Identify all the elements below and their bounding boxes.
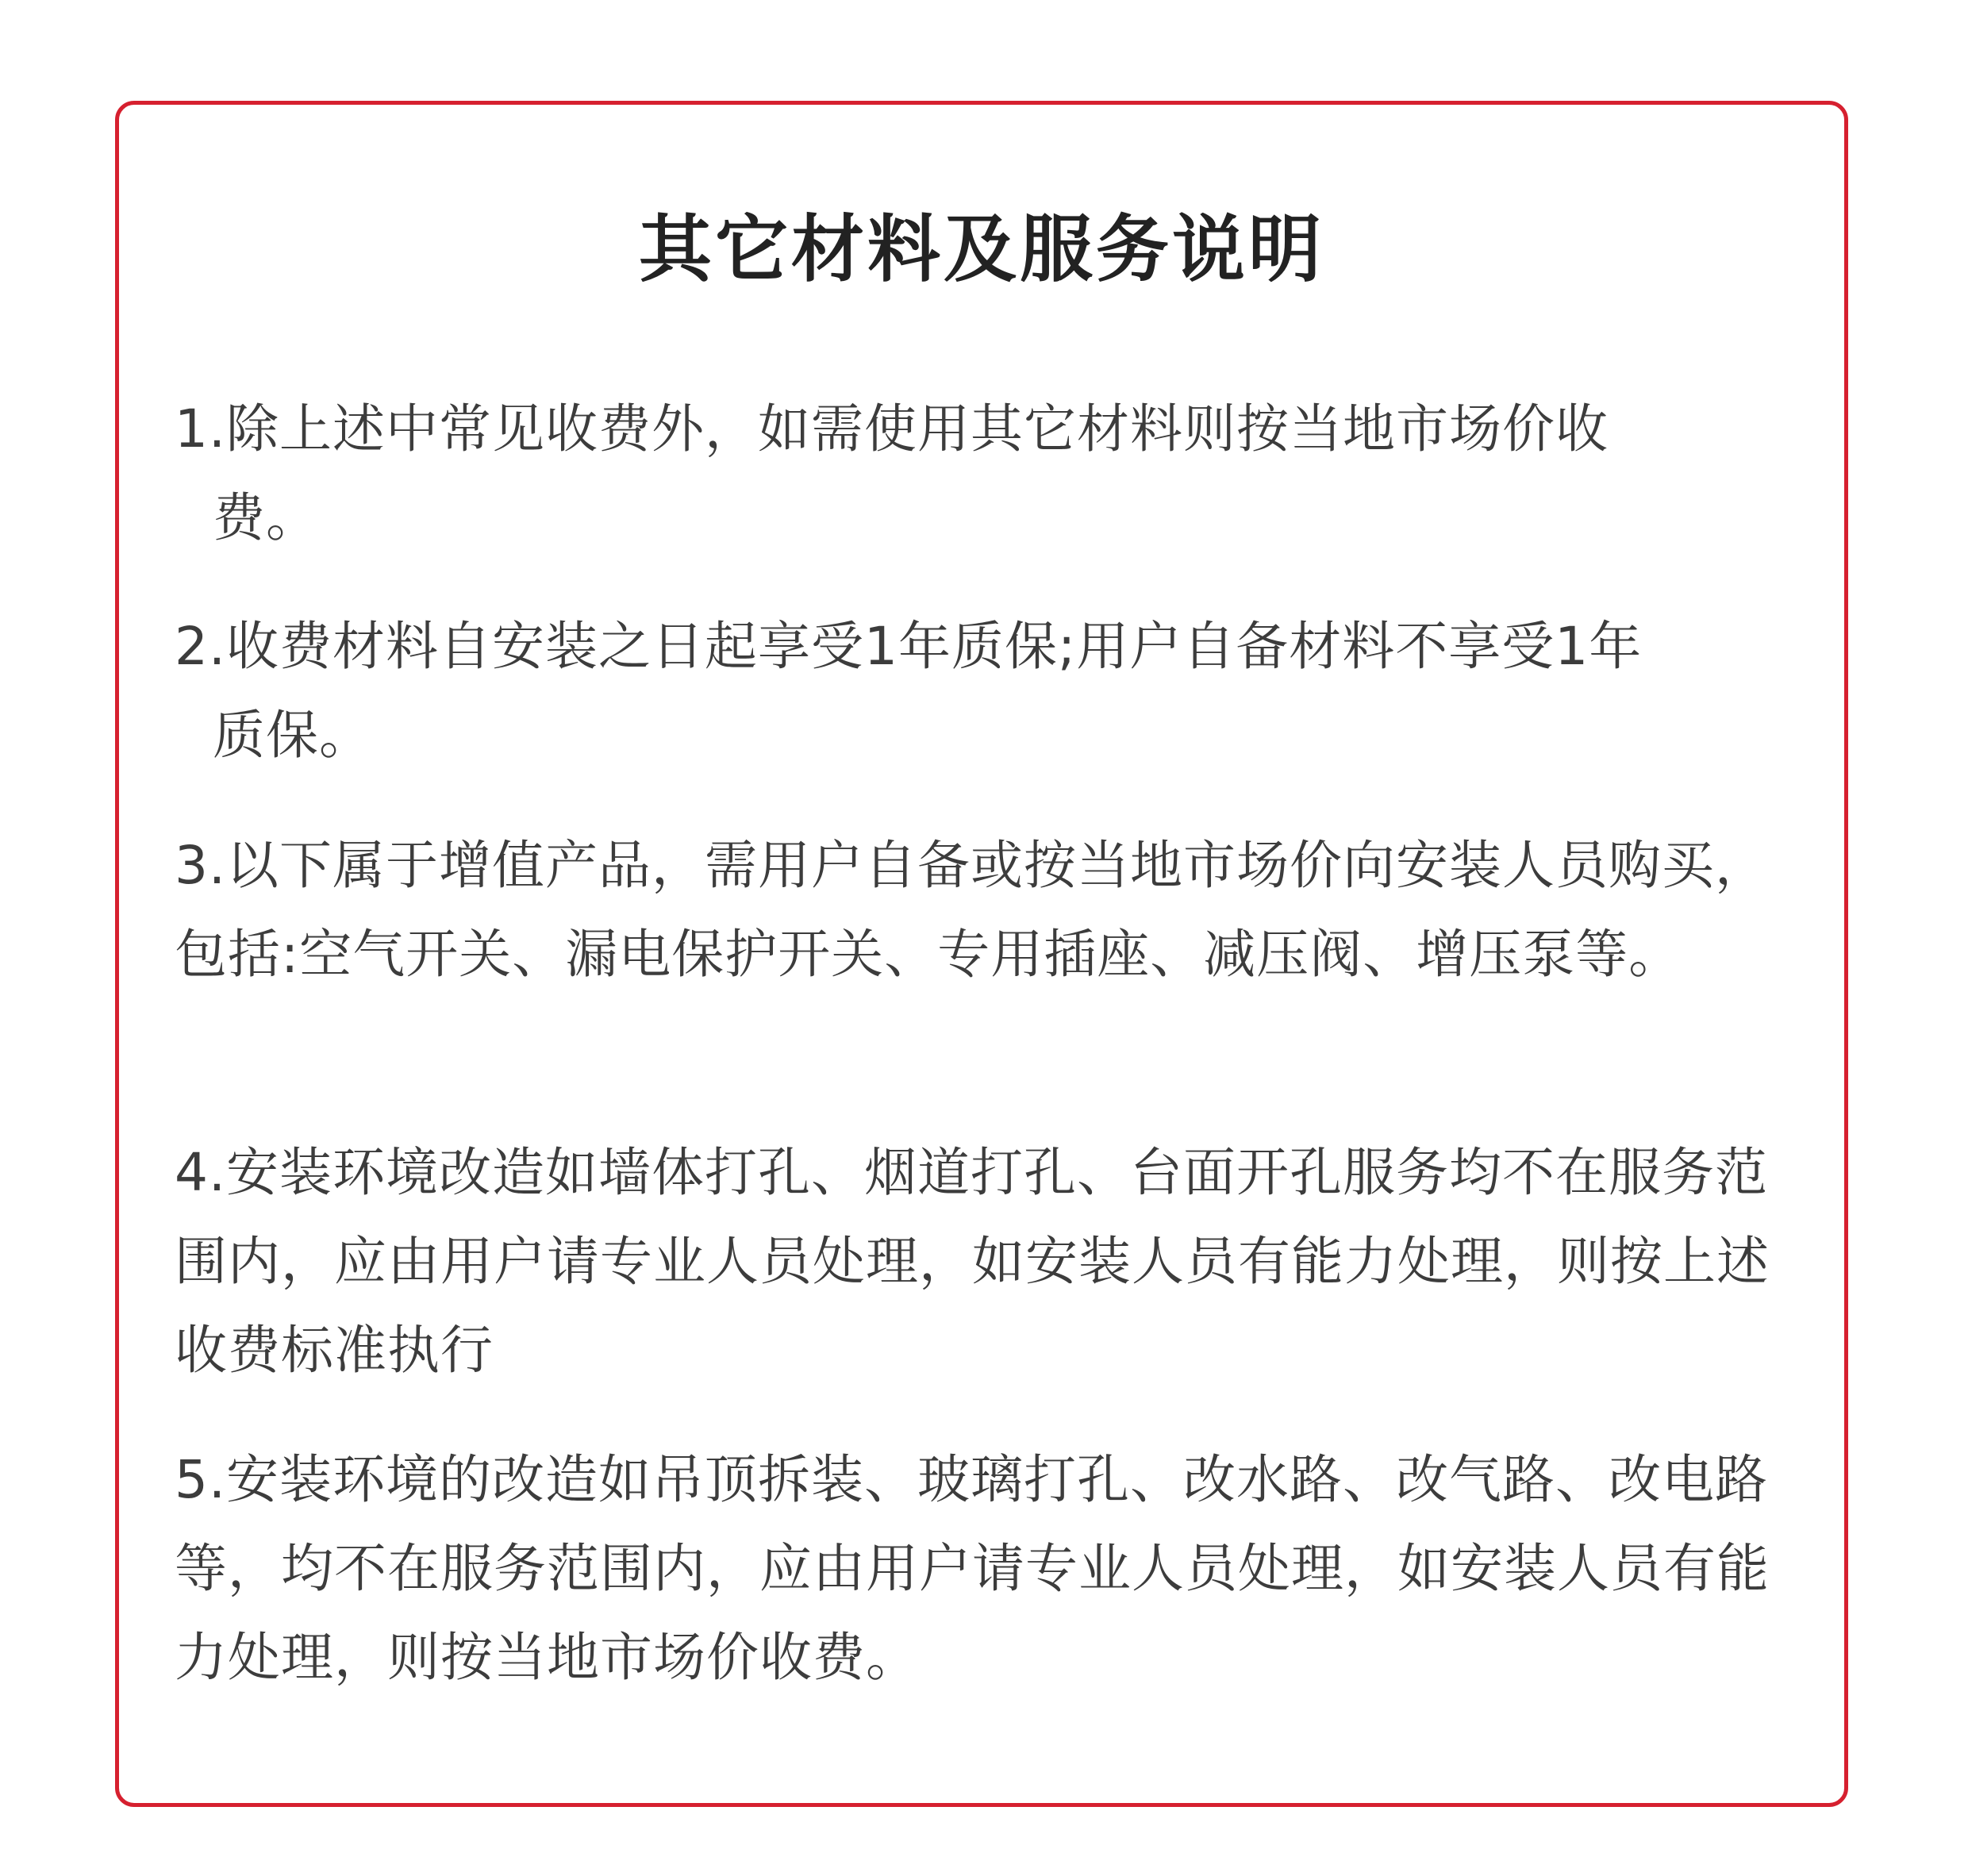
note-item-4: 4.安装环境改造如墙体打孔、烟道打孔、台面开孔服务均不在服务范围内，应由用户请专业人员处理，如安装人员有能力处理，则按上述收费标准执行: [175, 1142, 1770, 1381]
note-item-1: [175, 385, 1801, 563]
note-item-1-line1: 1.除上述中常见收费外，如需使用其它材料则按当地市场价收: [175, 398, 1609, 459]
service-notes-card: [115, 101, 1848, 1807]
note-item-2-line2: 质保。: [213, 705, 372, 766]
card-title: 其它材料及服务说明: [638, 207, 1324, 292]
note-item-1-line2: 费。: [213, 487, 319, 548]
cropped-previous-text: [119, 0, 1849, 29]
note-item-2-line1: 2.收费材料自安装之日起享受1年质保;用户自备材料不享受1年: [175, 616, 1643, 677]
note-item-2: [175, 602, 1801, 780]
note-item-3: 3.以下属于增值产品，需用户自备或按当地市场价向安装人员购买，包括:空气开关、漏电保护开关、专用插座、减压阀、增压泵等。: [175, 835, 1768, 985]
note-item-5: 5.安装环境的改造如吊顶拆装、玻璃打孔、改水路、改气路、改电路等，均不在服务范围内，应由用户请专业人员处理，如安装人员有能力处理，则按当地市场价收费。: [175, 1449, 1770, 1688]
